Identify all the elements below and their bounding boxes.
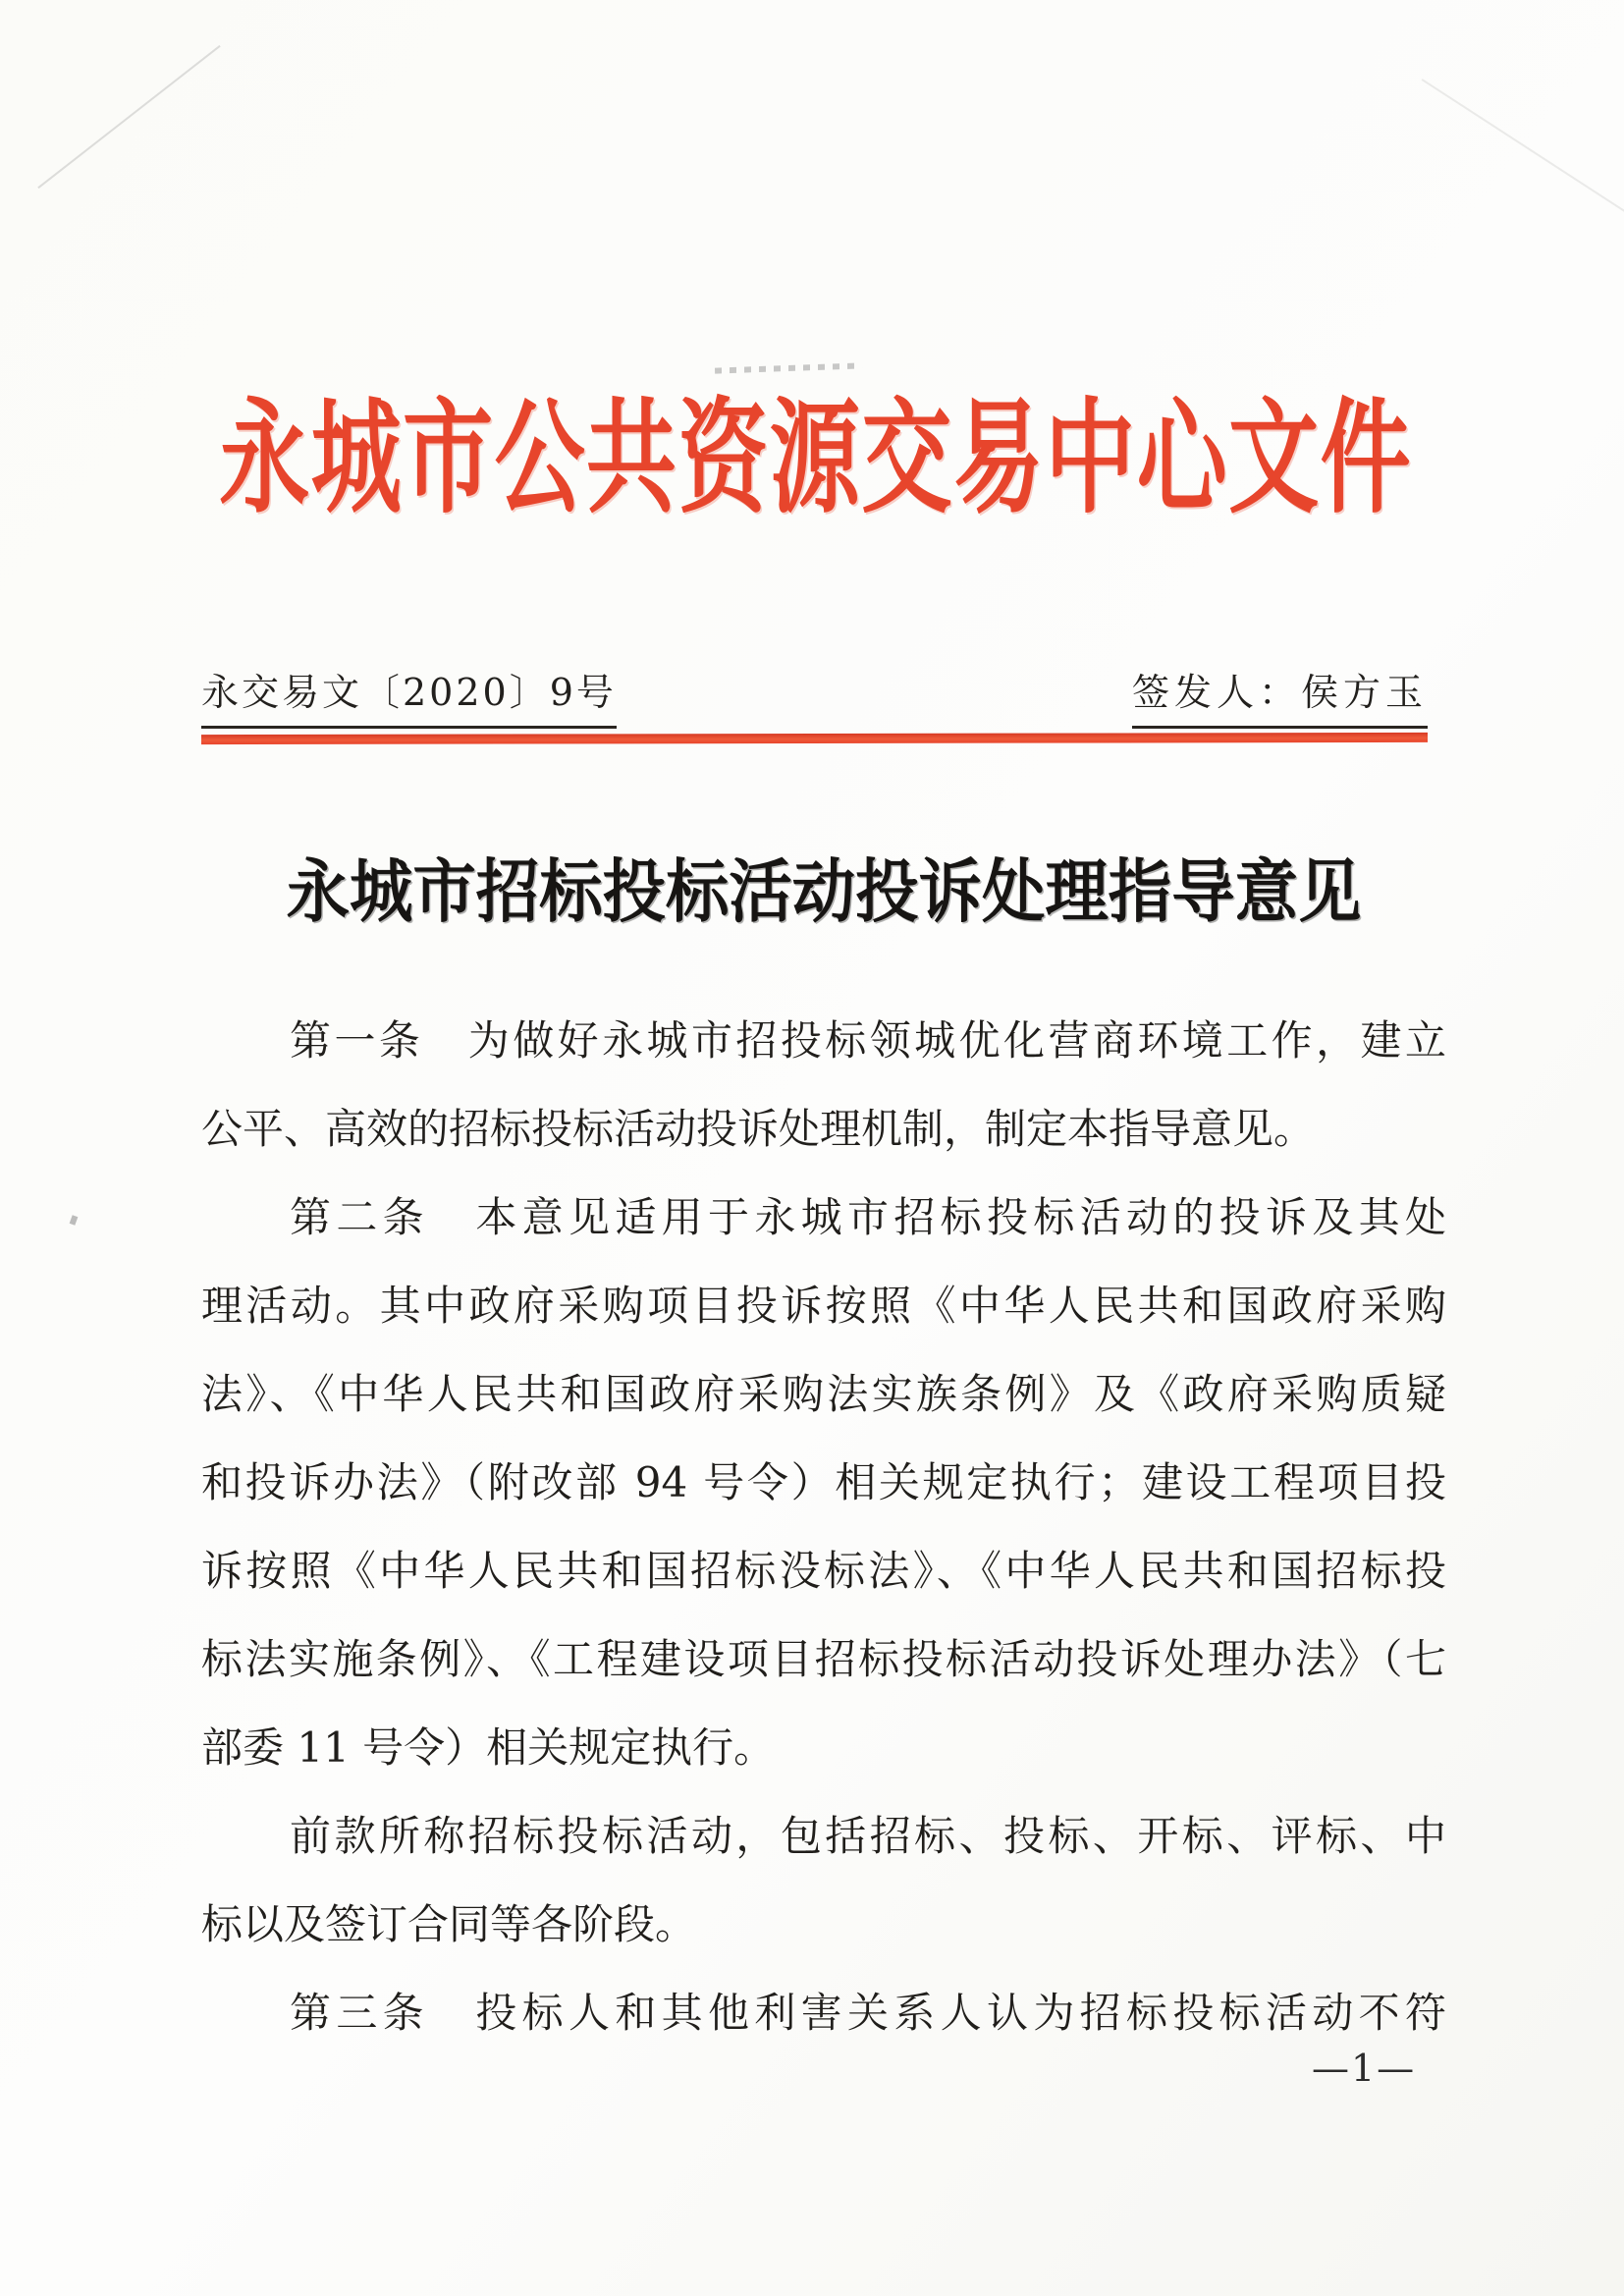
body-line: 部委 11 号令）相关规定执行。 — [201, 1723, 776, 1772]
body-line: 前款所称招标投标活动，包括招标、投标、开标、评标、中 — [290, 1812, 1446, 1860]
body-line: 理活动。其中政府采购项目投诉按照《中华人民共和国政府采购 — [201, 1282, 1446, 1330]
document-number-row — [201, 668, 1428, 729]
scan-crease-top-right — [1422, 79, 1624, 214]
body-line: 公平、高效的招标投标活动投诉处理机制，制定本指导意见。 — [201, 1105, 1316, 1153]
signer: 签发人：侯方玉 — [1132, 668, 1428, 729]
body-line: 标法实施条例》、《工程建设项目招标投标活动投诉处理办法》（七 — [201, 1635, 1446, 1683]
document-title: 永城市招标投标活动投诉处理指导意见 — [286, 850, 1362, 932]
scan-speck — [70, 1215, 79, 1226]
document-number: 永交易文〔2020〕9号 — [201, 668, 617, 729]
page-number: —1— — [1312, 2047, 1417, 2090]
scan-crease-top-left — [37, 45, 220, 189]
body-line: 法》、《中华人民共和国政府采购法实族条例》及《政府采购质疑 — [201, 1370, 1446, 1418]
body-line: 标以及签订合同等各阶段。 — [201, 1900, 697, 1948]
letterhead-title: 永城市公共资源交易中心文件 — [219, 385, 1413, 530]
body-line: 第三条 投标人和其他利害关系人认为招标投标活动不符 — [290, 1989, 1446, 2037]
body-line: 第二条 本意见适用于永城市招标投标活动的投诉及其处 — [290, 1193, 1446, 1241]
body-line: 诉按照《中华人民共和国招标没标法》、《中华人民共和国招标投 — [201, 1547, 1446, 1595]
document-body — [201, 997, 1446, 2057]
body-line: 和投诉办法》（附改部 94 号令）相关规定执行；建设工程项目投 — [201, 1458, 1446, 1506]
red-divider-rule — [201, 733, 1428, 744]
body-line: 第一条 为做好永城市招投标领城优化营商环境工作，建立 — [290, 1016, 1446, 1065]
